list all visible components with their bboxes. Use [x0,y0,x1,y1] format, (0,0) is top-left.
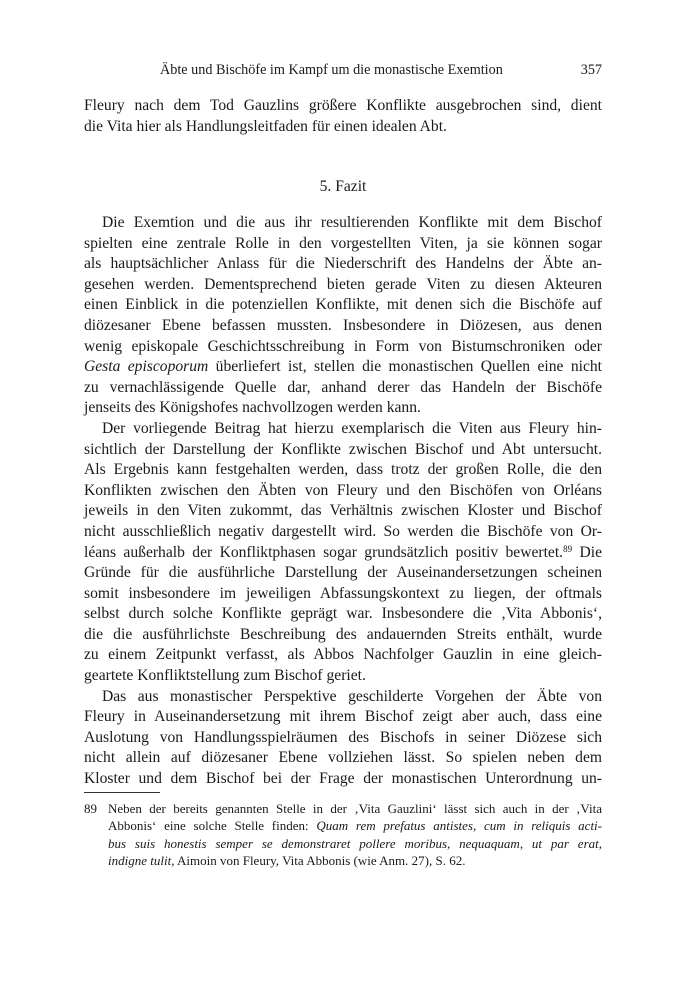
text-span: , Aimoin von Fleury, Vita Abbonis (wie Anm. 27), S. 62. [171,853,466,869]
text-line: jenseits des Königshofes nachvollzogen werden kann. [84,399,421,417]
text-line: als hauptsächlicher Anlass für die Niederschrift des Handelns der Äbte an- [84,255,602,273]
intro-text [84,96,602,137]
text-span: überliefert ist, stellen die monastischen Quellen eine nicht [208,358,602,376]
section-heading: 5. Fazit [319,178,367,195]
text-line: geartete Konfliktstellung zum Bischof geriet. [84,667,366,685]
text-line [84,543,602,564]
text-line: zu vernachlässigende Quelle dar, anhand derer das Handeln der Bischöfe [84,378,602,396]
text-line: nicht allein auf diözesaner Ebene vollziehen lässt. So spielen neben dem [84,749,602,767]
footnote-marker[interactable]: 89 [563,543,573,554]
text-line: wenig episkopale Geschichtsschreibung in Form von Bistumschroniken oder [84,337,602,355]
italic-title: Gesta episcoporum [84,358,209,376]
text-span: léans außerhalb der Konfliktphasen sogar grundsätzlich positiv bewertet. [84,543,564,561]
footnote-text [108,800,602,870]
page-number: 357 [580,62,602,78]
latin-quote: indigne tulit [108,853,172,869]
text-line: Die Exemtion und die aus ihr resultierenden Konflikte mit dem Bischof [102,214,602,231]
footnote-line [108,817,602,834]
footnote-number: 89 [84,801,97,816]
footnote-89 [84,800,602,870]
text-line: Fleury in Auseinandersetzung mit ihrem Bischof zeigt aber auch, dass eine [84,708,602,726]
text-line: Konflikten zwischen den Äbten von Fleury und den Bischöfen von Orléans [84,481,602,499]
text-line: die Vita hier als Handlungsleitfaden für einen idealen Abt. [84,117,447,135]
text-line: gesehen werden. Dementsprechend bieten gerade Viten zu diesen Akteuren [84,275,602,293]
text-line: Auslotung von Handlungsspielräumen des Bischofs in seiner Diözese sich [84,728,602,746]
text-line: einen Einblick in die potenziellen Konflikte, mit denen sich die Bischöfe auf [84,296,602,314]
text-line: somit insbesondere im jeweiligen Abfassungskontext zu liegen, der oftmals [84,584,602,602]
text-line: jeweils in den Viten zukommt, das Verhältnis zwischen Kloster und Bischof [84,502,602,520]
text-line: zu einem Zeitpunkt verfasst, als Abbos Nachfolger Gauzlin in eine gleich- [84,646,602,664]
text-line: nicht ausschließlich negativ dargestellt wird. So werden die Bischöfe von Or- [84,522,602,540]
latin-quote: Quam rem prefatus antistes, cum in reliquis acti- [316,818,602,834]
text-line: Als Ergebnis kann festgehalten werden, dass trotz der großen Rolle, die den [84,461,602,479]
text-line [84,357,602,378]
text-line: Das aus monastischer Perspektive geschilderte Vorgehen der Äbte von [102,687,602,705]
section-body [84,213,602,790]
text-line: spielten eine zentrale Rolle in den vorgestellten Viten, ja sie können sogar [84,234,602,252]
text-line: Gründe für die ausführliche Darstellung der Auseinandersetzungen scheinen [84,564,602,582]
text-line: sichtlich der Darstellung der Konflikte zwischen Bischof und Abt untersucht. [84,440,602,458]
running-head [84,62,602,82]
text-line: Kloster und dem Bischof bei der Frage der monastischen Unterordnung un- [84,770,602,788]
footnote-rule [84,792,160,793]
text-line: Der vorliegende Beitrag hat hierzu exemplarisch die Viten aus Fleury hin- [102,419,602,437]
text-line: Fleury nach dem Tod Gauzlins größere Konflikte ausgebrochen sind, dient [84,97,602,114]
running-head-title: Äbte und Bischöfe im Kampf um die monastische Exemtion [160,62,503,78]
footnote-line [108,835,602,852]
text-line: die die ausführlichste Beschreibung des andauernden Streits enthält, wurde [84,625,602,643]
text-line: diözesaner Ebene befassen mussten. Insbesondere in Diözesen, aus denen [84,316,602,334]
footnote-line: Neben der bereits genannten Stelle in der ‚Vita Gauzlini‘ lässt sich auch in der ‚Vita [108,801,602,816]
footnote-line [108,852,602,869]
text-span: Abbonis‘ eine solche Stelle finden: [108,818,317,834]
latin-quote: bus suis honestis semper se demonstraret pollere moribus, nequaquam, ut par erat, [108,835,602,851]
text-line: selbst durch solche Konflikte geprägt war. Insbesondere die ‚Vita Abbonis‘, [84,605,602,623]
text-span: Die [572,543,602,561]
